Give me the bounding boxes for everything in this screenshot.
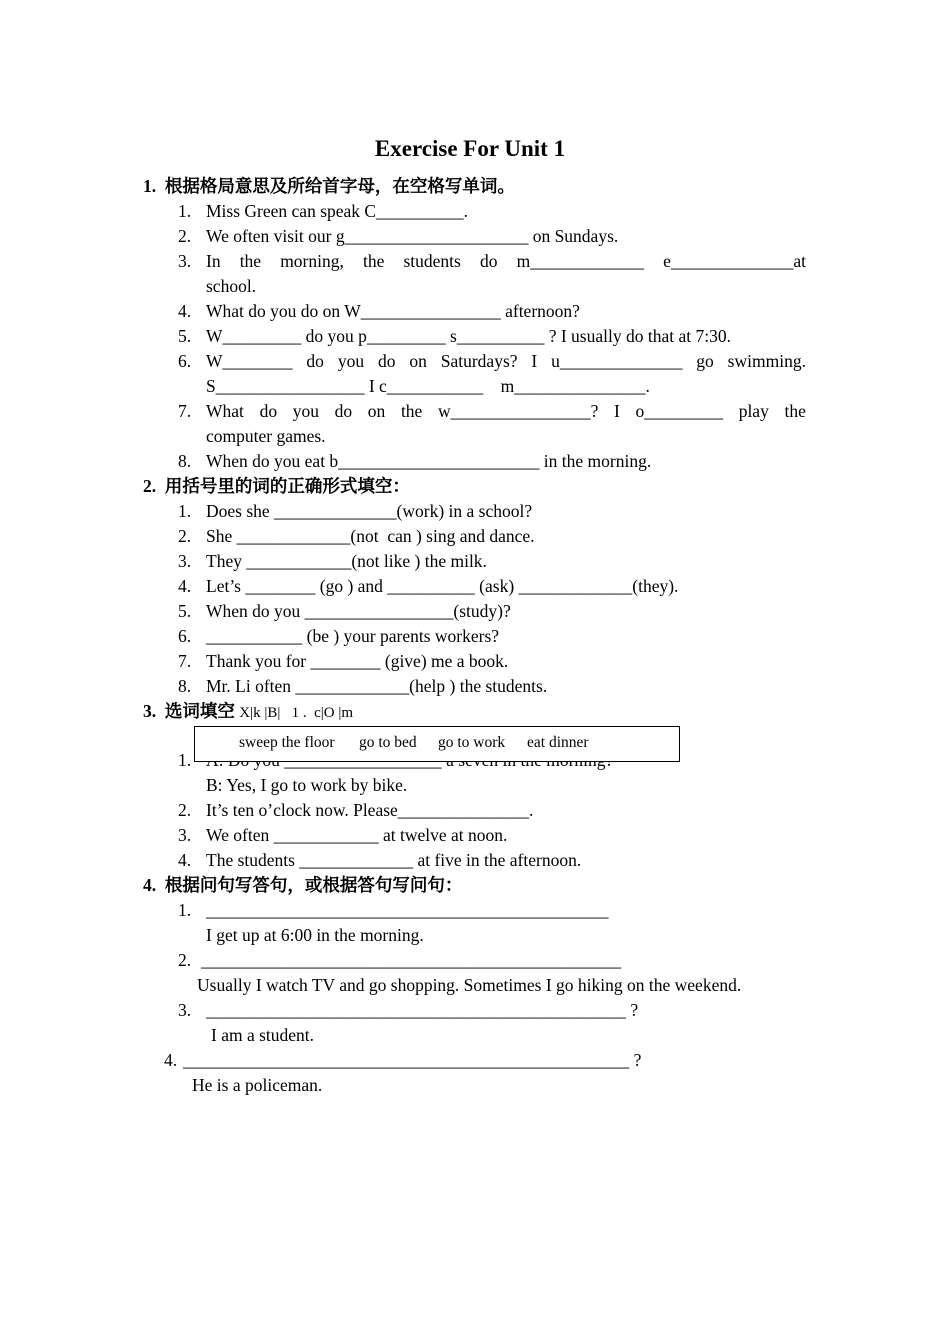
exercise-sentence: W_________ do you p_________ s__________ ? I usually do that at 7:30. [206, 326, 731, 346]
given-sentence: He is a policeman. [192, 1075, 323, 1095]
exercise-sentence: W________ do you do on Saturdays? I u______________ go swimming. [206, 351, 806, 371]
exercise-sentence: Mr. Li often _____________(help ) the students. [206, 676, 548, 696]
list-item-number: 4. [164, 1050, 178, 1070]
word-bank-box [194, 726, 680, 762]
section-3-heading [143, 699, 353, 726]
list-item-number: 2. [178, 226, 192, 246]
section-2-heading [143, 474, 410, 499]
list-item-number: 1. [178, 501, 192, 521]
list-item-number: 3. [178, 825, 192, 845]
exercise-sentence: In the morning, the students do m_____________ e______________at [206, 251, 806, 271]
answer-blank-line: ___________________________________________________ ? [183, 1050, 642, 1070]
exercise-sentence: We often ____________ at twelve at noon. [206, 825, 508, 845]
list-item-number: 2. [178, 526, 192, 546]
list-item-number: 5. [178, 326, 192, 346]
list-item-number: 8. [178, 451, 192, 471]
given-sentence: I am a student. [211, 1025, 315, 1045]
exercise-sentence: She _____________(not can ) sing and dance. [206, 526, 535, 546]
section-number: 3. [143, 701, 157, 721]
exercise-sentence: When do you eat b_______________________ in the morning. [206, 451, 652, 471]
exercise-sentence: They ____________(not like ) the milk. [206, 551, 487, 571]
section-title: 根据格局意思及所给首字母，在空格写单词。 [164, 176, 515, 196]
exercise-sentence: The students _____________ at five in the afternoon. [206, 850, 582, 870]
given-sentence: Usually I watch TV and go shopping. Sometimes I go hiking on the weekend. [197, 975, 742, 995]
exercise-sentence: We often visit our g_____________________ on Sundays. [206, 226, 619, 246]
word-option: go to bed [359, 734, 417, 751]
exercise-sentence-continued: computer games. [206, 426, 326, 446]
section-number: 1. [143, 176, 157, 196]
list-item-number: 8. [178, 676, 192, 696]
exercise-answer: B: Yes, I go to work by bike. [206, 775, 408, 795]
exercise-sentence: What do you do on the w________________? I o_________ play the [206, 401, 806, 421]
exercise-sentence: Let’s ________ (go ) and __________ (ask) _____________(they). [206, 576, 679, 596]
list-item-number: 6. [178, 626, 192, 646]
list-item-number: 4. [178, 850, 192, 870]
page-title: Exercise For Unit 1 [374, 136, 566, 161]
word-option: go to work [438, 734, 506, 751]
answer-blank-line: ________________________________________________ ? [206, 1000, 639, 1020]
word-option: eat dinner [527, 734, 589, 751]
list-item-number: 1. [178, 750, 192, 770]
list-item-number: 3. [178, 551, 192, 571]
section-4-heading [143, 873, 462, 898]
section-number: 2. [143, 476, 157, 496]
exercise-sentence: It’s ten o’clock now. Please_______________. [206, 800, 534, 820]
word-option: sweep the floor [239, 734, 335, 751]
list-item-number: 1. [178, 900, 192, 920]
exercise-sentence-continued: school. [206, 276, 257, 296]
list-item-number: 3. [178, 251, 192, 271]
answer-blank-line: ________________________________________________ [201, 950, 621, 970]
list-item-number: 7. [178, 401, 192, 421]
list-item-number: 4. [178, 301, 192, 321]
answer-blank-line: ______________________________________________ [206, 900, 609, 920]
list-item-number: 7. [178, 651, 192, 671]
given-sentence: I get up at 6:00 in the morning. [206, 925, 424, 945]
list-item-number: 5. [178, 601, 192, 621]
exercise-sentence: Thank you for ________ (give) me a book. [206, 651, 509, 671]
list-item-number: 6. [178, 351, 192, 371]
exercise-sentence: When do you _________________(study)? [206, 601, 511, 621]
watermark-text: X|k |B| 1 . c|O |m [239, 705, 354, 721]
section-1-heading [143, 174, 515, 199]
list-item-number: 2. [178, 800, 192, 820]
section-title: 根据问句写答句，或根据答句写问句： [164, 875, 463, 895]
exercise-sentence: ___________ (be ) your parents workers? [206, 626, 500, 646]
exercise-sentence-continued: S_________________ I c___________ m_______________. [206, 376, 650, 396]
list-item-number: 2. [178, 950, 192, 970]
section-title: 选词填空 [164, 701, 235, 721]
list-item-number: 3. [178, 1000, 192, 1020]
exercise-sentence: What do you do on W________________ afternoon? [206, 301, 580, 321]
section-number: 4. [143, 875, 157, 895]
list-item-number: 4. [178, 576, 192, 596]
list-item-number: 1. [178, 201, 192, 221]
exercise-sentence: Miss Green can speak C__________. [206, 201, 468, 221]
section-title: 用括号里的词的正确形式填空： [164, 476, 410, 496]
exercise-sentence: Does she ______________(work) in a school? [206, 501, 533, 521]
